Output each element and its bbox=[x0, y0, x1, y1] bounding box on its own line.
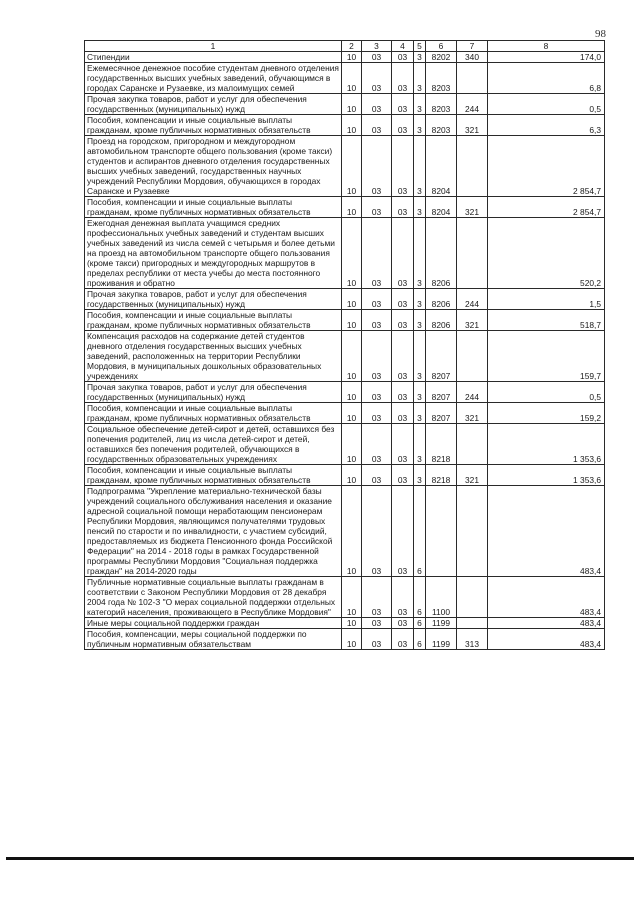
code-subsection: 03 bbox=[362, 424, 392, 465]
code-target: 8207 bbox=[426, 403, 457, 424]
row-name: Пособия, компенсации и иные социальные выплаты гражданам, кроме публичных нормативных обязательств bbox=[85, 403, 342, 424]
code-target: 8203 bbox=[426, 115, 457, 136]
code-program: 6 bbox=[414, 618, 426, 629]
table-row bbox=[85, 331, 605, 382]
row-name: Пособия, компенсации и иные социальные выплаты гражданам, кроме публичных нормативных обязательств bbox=[85, 197, 342, 218]
code-section: 10 bbox=[342, 629, 362, 650]
code-section: 10 bbox=[342, 197, 362, 218]
code-program: 3 bbox=[414, 403, 426, 424]
table-row bbox=[85, 115, 605, 136]
code-target: 8202 bbox=[426, 52, 457, 63]
code-section: 10 bbox=[342, 63, 362, 94]
code-section: 10 bbox=[342, 424, 362, 465]
code-expense-type: 340 bbox=[457, 52, 488, 63]
row-amount: 483,4 bbox=[488, 577, 605, 618]
row-amount: 0,5 bbox=[488, 382, 605, 403]
header-row bbox=[85, 41, 605, 52]
code-subsection: 03 bbox=[362, 63, 392, 94]
code-subsection: 03 bbox=[362, 310, 392, 331]
row-amount: 483,4 bbox=[488, 486, 605, 577]
code-target: 8218 bbox=[426, 424, 457, 465]
code-expense-type bbox=[457, 63, 488, 94]
row-name: Прочая закупка товаров, работ и услуг для обеспечения государственных (муниципальных) нужд bbox=[85, 289, 342, 310]
code-target: 8207 bbox=[426, 331, 457, 382]
code-subsection-2: 03 bbox=[392, 52, 414, 63]
code-program: 3 bbox=[414, 94, 426, 115]
row-amount: 0,5 bbox=[488, 94, 605, 115]
code-target: 1100 bbox=[426, 577, 457, 618]
code-expense-type bbox=[457, 218, 488, 289]
code-expense-type: 244 bbox=[457, 94, 488, 115]
table-row bbox=[85, 197, 605, 218]
table-row bbox=[85, 289, 605, 310]
footer-rule bbox=[6, 857, 634, 860]
code-subsection-2: 03 bbox=[392, 289, 414, 310]
row-amount: 483,4 bbox=[488, 618, 605, 629]
column-header: 8 bbox=[488, 41, 605, 52]
code-target: 1199 bbox=[426, 618, 457, 629]
code-program: 6 bbox=[414, 577, 426, 618]
code-expense-type bbox=[457, 618, 488, 629]
table-row bbox=[85, 618, 605, 629]
table-row bbox=[85, 465, 605, 486]
code-subsection-2: 03 bbox=[392, 63, 414, 94]
code-target: 8218 bbox=[426, 465, 457, 486]
code-program: 3 bbox=[414, 331, 426, 382]
row-name: Социальное обеспечение детей-сирот и детей, оставшихся без попечения родителей, лиц из числа детей-сирот и детей, оставшихся без попечения родителей, обучающихся в государственных образовательных учреждениях bbox=[85, 424, 342, 465]
code-expense-type bbox=[457, 424, 488, 465]
row-name: Прочая закупка товаров, работ и услуг для обеспечения государственных (муниципальных) нужд bbox=[85, 94, 342, 115]
code-section: 10 bbox=[342, 310, 362, 331]
code-target: 8203 bbox=[426, 63, 457, 94]
code-subsection-2: 03 bbox=[392, 629, 414, 650]
code-expense-type: 321 bbox=[457, 197, 488, 218]
code-subsection-2: 03 bbox=[392, 331, 414, 382]
code-target bbox=[426, 486, 457, 577]
code-section: 10 bbox=[342, 486, 362, 577]
table-row bbox=[85, 577, 605, 618]
code-subsection-2: 03 bbox=[392, 618, 414, 629]
code-subsection: 03 bbox=[362, 331, 392, 382]
code-section: 10 bbox=[342, 331, 362, 382]
code-subsection: 03 bbox=[362, 52, 392, 63]
code-subsection-2: 03 bbox=[392, 577, 414, 618]
code-subsection-2: 03 bbox=[392, 136, 414, 197]
row-name: Иные меры социальной поддержки граждан bbox=[85, 618, 342, 629]
row-name: Публичные нормативные социальные выплаты гражданам в соответствии с Законом Республики Мордовия от 28 декабря 2004 года № 102-З "О мерах социальной поддержки отдельных категорий населения, проживающего в Республике Мордовия" bbox=[85, 577, 342, 618]
code-program: 6 bbox=[414, 629, 426, 650]
code-expense-type bbox=[457, 577, 488, 618]
column-header: 6 bbox=[426, 41, 457, 52]
code-expense-type bbox=[457, 486, 488, 577]
code-expense-type: 244 bbox=[457, 382, 488, 403]
code-program: 3 bbox=[414, 63, 426, 94]
row-amount: 1 353,6 bbox=[488, 465, 605, 486]
code-program: 3 bbox=[414, 52, 426, 63]
code-target: 8206 bbox=[426, 310, 457, 331]
table-row bbox=[85, 94, 605, 115]
code-section: 10 bbox=[342, 52, 362, 63]
code-subsection: 03 bbox=[362, 629, 392, 650]
code-program: 3 bbox=[414, 136, 426, 197]
code-section: 10 bbox=[342, 577, 362, 618]
page-number: 98 bbox=[595, 28, 606, 40]
row-amount: 1,5 bbox=[488, 289, 605, 310]
row-amount: 2 854,7 bbox=[488, 136, 605, 197]
code-subsection: 03 bbox=[362, 115, 392, 136]
code-program: 3 bbox=[414, 115, 426, 136]
table-row bbox=[85, 63, 605, 94]
code-target: 8206 bbox=[426, 289, 457, 310]
code-subsection: 03 bbox=[362, 403, 392, 424]
code-subsection: 03 bbox=[362, 94, 392, 115]
row-amount: 159,2 bbox=[488, 403, 605, 424]
column-header: 1 bbox=[85, 41, 342, 52]
code-subsection: 03 bbox=[362, 577, 392, 618]
code-target: 8207 bbox=[426, 382, 457, 403]
row-name: Подпрограмма "Укрепление материально-технической базы учреждений социального обслуживания населения и оказание адресной социальной помощи неработающим пенсионерам Республики Мордовия, являющимся получателями трудовых пенсий по старости и по инвалидности, с участием субсидий, предоставляемых из бюджета Пенсионного фонда Российской Федерации" на 2014 - 2018 годы в рамках Государственной программы Республики Мордовия "Социальная поддержка граждан" на 2014-2020 годы bbox=[85, 486, 342, 577]
table-row bbox=[85, 424, 605, 465]
code-expense-type: 321 bbox=[457, 403, 488, 424]
row-name: Пособия, компенсации и иные социальные выплаты гражданам, кроме публичных нормативных обязательств bbox=[85, 115, 342, 136]
code-subsection-2: 03 bbox=[392, 94, 414, 115]
code-program: 3 bbox=[414, 310, 426, 331]
code-expense-type: 321 bbox=[457, 465, 488, 486]
code-subsection: 03 bbox=[362, 136, 392, 197]
row-amount: 518,7 bbox=[488, 310, 605, 331]
code-section: 10 bbox=[342, 382, 362, 403]
code-target: 8204 bbox=[426, 136, 457, 197]
table-row bbox=[85, 403, 605, 424]
column-header: 2 bbox=[342, 41, 362, 52]
code-subsection: 03 bbox=[362, 197, 392, 218]
table-row bbox=[85, 486, 605, 577]
row-name: Проезд на городском, пригородном и междугородном автомобильном транспорте общего пользования (кроме такси) студентов и аспирантов дневного отделения государственных высших учебных заведений, государственных научных учреждений Республики Мордовия, обучающихся в городах Саранске и Рузаевке bbox=[85, 136, 342, 197]
code-target: 8206 bbox=[426, 218, 457, 289]
row-name: Пособия, компенсации, меры социальной поддержки по публичным нормативным обязательствам bbox=[85, 629, 342, 650]
code-expense-type: 321 bbox=[457, 310, 488, 331]
code-program: 3 bbox=[414, 197, 426, 218]
code-subsection-2: 03 bbox=[392, 424, 414, 465]
code-program: 3 bbox=[414, 382, 426, 403]
code-expense-type bbox=[457, 136, 488, 197]
code-expense-type: 321 bbox=[457, 115, 488, 136]
table-row bbox=[85, 629, 605, 650]
code-section: 10 bbox=[342, 289, 362, 310]
code-target: 8203 bbox=[426, 94, 457, 115]
code-program: 3 bbox=[414, 465, 426, 486]
code-section: 10 bbox=[342, 218, 362, 289]
table-row bbox=[85, 382, 605, 403]
row-amount: 483,4 bbox=[488, 629, 605, 650]
row-amount: 6,3 bbox=[488, 115, 605, 136]
code-subsection: 03 bbox=[362, 218, 392, 289]
code-subsection-2: 03 bbox=[392, 382, 414, 403]
table-body bbox=[85, 52, 605, 650]
row-name: Пособия, компенсации и иные социальные выплаты гражданам, кроме публичных нормативных обязательств bbox=[85, 310, 342, 331]
code-program: 3 bbox=[414, 424, 426, 465]
code-section: 10 bbox=[342, 618, 362, 629]
row-name: Компенсация расходов на содержание детей студентов дневного отделения государственных высших учебных заведений, расположенных на территории Республики Мордовия, в муниципальных дошкольных образовательных учреждениях bbox=[85, 331, 342, 382]
code-subsection: 03 bbox=[362, 486, 392, 577]
code-subsection: 03 bbox=[362, 618, 392, 629]
code-subsection-2: 03 bbox=[392, 486, 414, 577]
row-amount: 6,8 bbox=[488, 63, 605, 94]
code-expense-type bbox=[457, 331, 488, 382]
column-header: 4 bbox=[392, 41, 414, 52]
row-name: Ежемесячное денежное пособие студентам дневного отделения государственных высших учебных заведений, обучающимся в городах Саранске и Рузаевке, из малоимущих семей bbox=[85, 63, 342, 94]
code-section: 10 bbox=[342, 465, 362, 486]
code-program: 3 bbox=[414, 289, 426, 310]
code-target: 1199 bbox=[426, 629, 457, 650]
code-section: 10 bbox=[342, 136, 362, 197]
code-expense-type: 313 bbox=[457, 629, 488, 650]
row-name: Ежегодная денежная выплата учащимся средних профессиональных учебных заведений и студентам высших учебных заведений из числа семей с четырьмя и более детьми на проезд на автомобильном транспорте общего пользования (кроме такси) пригородных и междугородных маршрутов в пределах республики от места учебы до места постоянного проживания и обратно bbox=[85, 218, 342, 289]
code-subsection-2: 03 bbox=[392, 403, 414, 424]
table-row bbox=[85, 136, 605, 197]
code-expense-type: 244 bbox=[457, 289, 488, 310]
row-amount: 2 854,7 bbox=[488, 197, 605, 218]
code-subsection-2: 03 bbox=[392, 310, 414, 331]
row-amount: 159,7 bbox=[488, 331, 605, 382]
row-amount: 1 353,6 bbox=[488, 424, 605, 465]
table-row bbox=[85, 52, 605, 63]
code-subsection-2: 03 bbox=[392, 115, 414, 136]
code-subsection: 03 bbox=[362, 382, 392, 403]
code-program: 6 bbox=[414, 486, 426, 577]
code-section: 10 bbox=[342, 115, 362, 136]
code-subsection: 03 bbox=[362, 289, 392, 310]
row-name: Прочая закупка товаров, работ и услуг для обеспечения государственных (муниципальных) нужд bbox=[85, 382, 342, 403]
row-name: Стипендии bbox=[85, 52, 342, 63]
column-header: 7 bbox=[457, 41, 488, 52]
column-header: 5 bbox=[414, 41, 426, 52]
code-section: 10 bbox=[342, 403, 362, 424]
code-subsection-2: 03 bbox=[392, 465, 414, 486]
row-amount: 520,2 bbox=[488, 218, 605, 289]
column-header: 3 bbox=[362, 41, 392, 52]
code-subsection: 03 bbox=[362, 465, 392, 486]
table-row bbox=[85, 310, 605, 331]
row-amount: 174,0 bbox=[488, 52, 605, 63]
budget-table bbox=[84, 40, 605, 650]
code-subsection-2: 03 bbox=[392, 197, 414, 218]
code-target: 8204 bbox=[426, 197, 457, 218]
code-program: 3 bbox=[414, 218, 426, 289]
table-row bbox=[85, 218, 605, 289]
code-section: 10 bbox=[342, 94, 362, 115]
code-subsection-2: 03 bbox=[392, 218, 414, 289]
row-name: Пособия, компенсации и иные социальные выплаты гражданам, кроме публичных нормативных обязательств bbox=[85, 465, 342, 486]
